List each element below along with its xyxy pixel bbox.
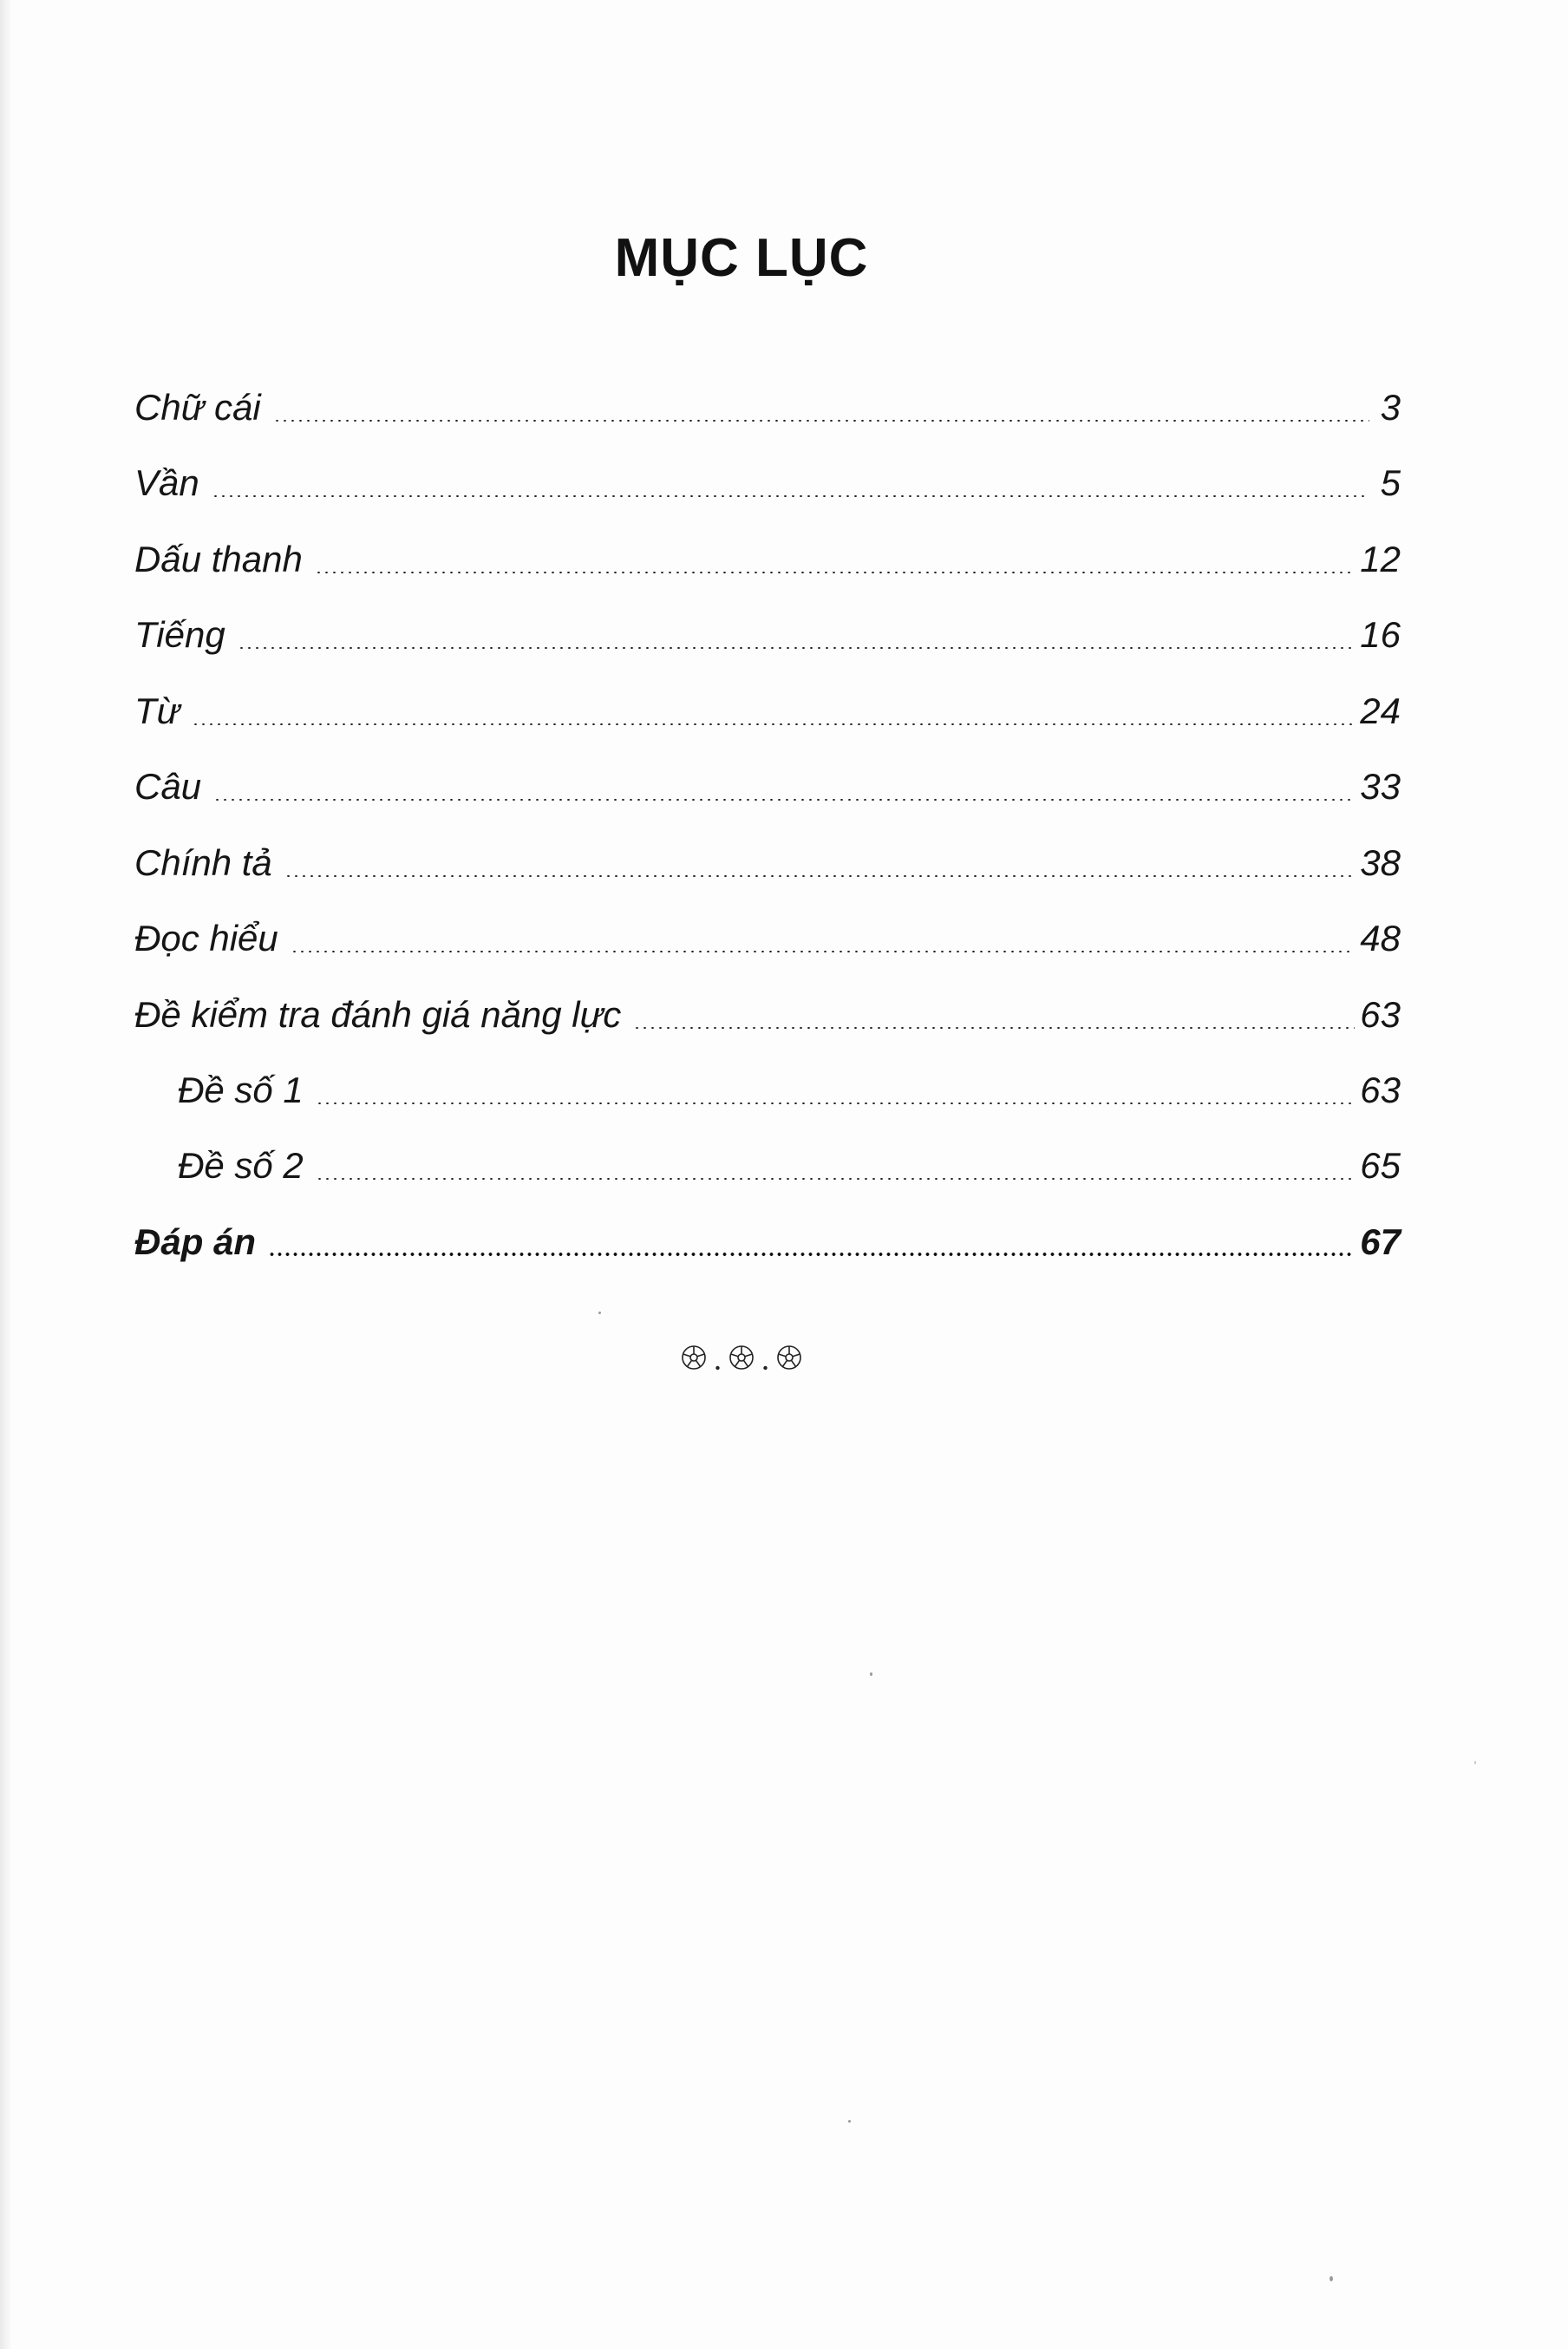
flower-ornament-icon <box>676 1340 807 1375</box>
dot-leader <box>315 572 1355 573</box>
toc-entry-tieng <box>134 609 1401 661</box>
page-title: MỤC LỤC <box>614 228 869 288</box>
toc-entry-label: Câu <box>134 766 202 807</box>
toc-entry-label: Chữ cái <box>134 387 261 428</box>
toc-entry-label: Tiếng <box>134 614 225 655</box>
dot-leader <box>268 1253 1355 1256</box>
scan-speck <box>1474 1761 1476 1764</box>
toc-entry-label: Đề số 1 <box>178 1070 304 1110</box>
toc-entry-label: Đề số 2 <box>178 1145 304 1186</box>
toc-entry-label: Đáp án <box>134 1221 257 1262</box>
toc-entry-page: 5 <box>1380 462 1401 503</box>
toc-entry-label: Đề kiểm tra đánh giá năng lực <box>134 994 622 1035</box>
toc-entry-cau <box>134 761 1401 813</box>
page-edge-shadow <box>0 0 12 2349</box>
toc-entry-page: 65 <box>1360 1145 1401 1186</box>
dot-leader <box>273 420 1369 422</box>
toc-entry-label: Dấu thanh <box>134 539 303 579</box>
toc-entry-page: 48 <box>1360 918 1401 959</box>
dot-leader <box>316 1103 1356 1104</box>
toc-entry-doc-hieu <box>134 913 1401 965</box>
scan-speck <box>870 1672 872 1676</box>
scan-speck <box>1330 2276 1333 2281</box>
dot-leader <box>316 1178 1356 1180</box>
dot-leader <box>238 647 1356 649</box>
toc-entry-page: 33 <box>1360 766 1401 807</box>
toc-entry-label: Đọc hiểu <box>134 918 278 959</box>
dot-leader <box>291 951 1356 952</box>
dot-leader <box>212 495 1369 497</box>
toc-entry-page: 24 <box>1360 690 1401 731</box>
toc-entry-page: 3 <box>1380 387 1401 428</box>
toc-entry-de-so-1 <box>134 1064 1401 1116</box>
dot-leader <box>633 1027 1355 1029</box>
toc-entry-tu <box>134 685 1401 737</box>
dot-leader <box>213 799 1355 801</box>
toc-entry-de-so-2 <box>134 1140 1401 1192</box>
toc-entry-de-kiem-tra <box>134 989 1401 1041</box>
section-end-ornament <box>0 1340 1483 1379</box>
toc-entry-page: 63 <box>1360 994 1401 1035</box>
toc-entry-dau-thanh <box>134 533 1401 586</box>
toc-entry-label: Chính tả <box>134 842 272 883</box>
toc-entry-page: 12 <box>1360 539 1401 579</box>
toc-entry-page: 67 <box>1360 1221 1401 1262</box>
toc-entry-chinh-ta <box>134 837 1401 889</box>
toc-entry-van <box>134 457 1401 509</box>
toc-entry-label: Từ <box>134 690 180 731</box>
toc-entry-page: 63 <box>1360 1070 1401 1110</box>
scan-speck <box>848 2120 851 2123</box>
dot-leader <box>192 723 1355 725</box>
toc-entry-label: Vần <box>134 462 199 503</box>
toc-entry-page: 16 <box>1360 614 1401 655</box>
scan-speck <box>598 1312 601 1314</box>
toc-entry-page: 38 <box>1360 842 1401 883</box>
toc-entry-chu-cai <box>134 382 1401 434</box>
dot-leader <box>284 875 1356 877</box>
toc-entry-dap-an <box>134 1216 1401 1268</box>
